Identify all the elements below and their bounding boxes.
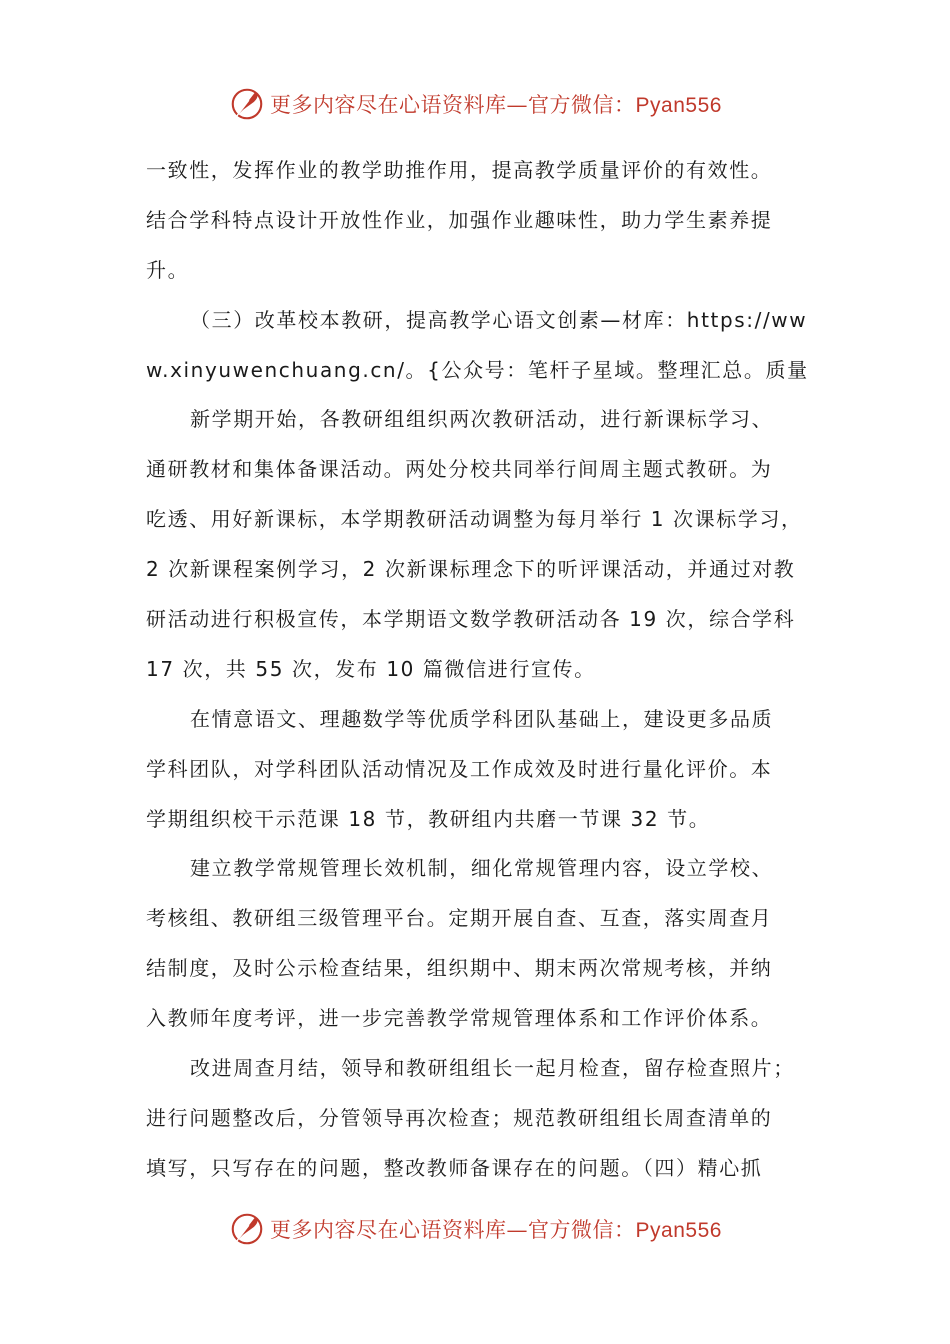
document-body (146, 146, 816, 1194)
header-banner (0, 82, 950, 126)
text-line: 吃透、用好新课标，本学期教研活动调整为每月举行 1 次课标学习， (146, 507, 803, 532)
text-line: 考核组、教研组三级管理平台。定期开展自查、互查，落实周查月 (146, 906, 773, 931)
text-line: 升。 (146, 257, 190, 282)
paragraph-start-line: 在情意语文、理趣数学等优质学科团队基础上，建设更多品质 (190, 706, 774, 731)
text-line: 结合学科特点设计开放性作业，加强作业趣味性，助力学生素养提 (146, 207, 773, 232)
footer-banner (0, 1207, 950, 1251)
footer-banner-text: 更多内容尽在心语资料库—官方微信：Pyan556 (270, 1218, 722, 1242)
header-banner-text: 更多内容尽在心语资料库—官方微信：Pyan556 (270, 93, 722, 117)
text-line: 入教师年度考评，进一步完善教学常规管理体系和工作评价体系。 (146, 1006, 773, 1031)
paragraph-start-line: 改进周查月结，领导和教研组组长一起月检查，留存检查照片； (190, 1056, 795, 1081)
text-line: 结制度，及时公示检查结果，组织期中、期末两次常规考核，并纳 (146, 956, 773, 981)
text-line: 通研教材和集体备课活动。两处分校共同举行间周主题式教研。为 (146, 457, 773, 482)
text-line: 2 次新课程案例学习，2 次新课标理念下的听评课活动，并通过对教 (146, 557, 796, 582)
quill-logo-icon (228, 1210, 266, 1248)
quill-logo-icon (228, 85, 266, 123)
text-line: 填写，只写存在的问题，整改教师备课存在的问题。（四）精心抓 (146, 1155, 763, 1180)
text-line: 17 次，共 55 次，发布 10 篇微信进行宣传。 (146, 656, 596, 681)
text-line: 学科团队，对学科团队活动情况及工作成效及时进行量化评价。本 (146, 756, 773, 781)
paragraph-start-line: 建立教学常规管理长效机制，细化常规管理内容，设立学校、 (190, 856, 774, 881)
section-heading-line: （三）改革校本教研，提高教学心语文创素—材库：https://ww (190, 307, 808, 332)
text-line: 一致性，发挥作业的教学助推作用，提高教学质量评价的有效性。 (146, 158, 773, 182)
text-line: 研活动进行积极宣传，本学期语文数学教研活动各 19 次，综合学科 (146, 607, 796, 632)
text-line: 学期组织校干示范课 18 节，教研组内共磨一节课 32 节。 (146, 806, 711, 831)
text-line: 进行问题整改后，分管领导再次检查；规范教研组组长周查清单的 (146, 1105, 773, 1130)
paragraph-start-line: 新学期开始，各教研组组织两次教研活动，进行新课标学习、 (190, 407, 774, 432)
text-line: w.xinyuwenchuang.cn/。{公众号：笔杆子星域。整理汇总。质量 (146, 357, 809, 382)
